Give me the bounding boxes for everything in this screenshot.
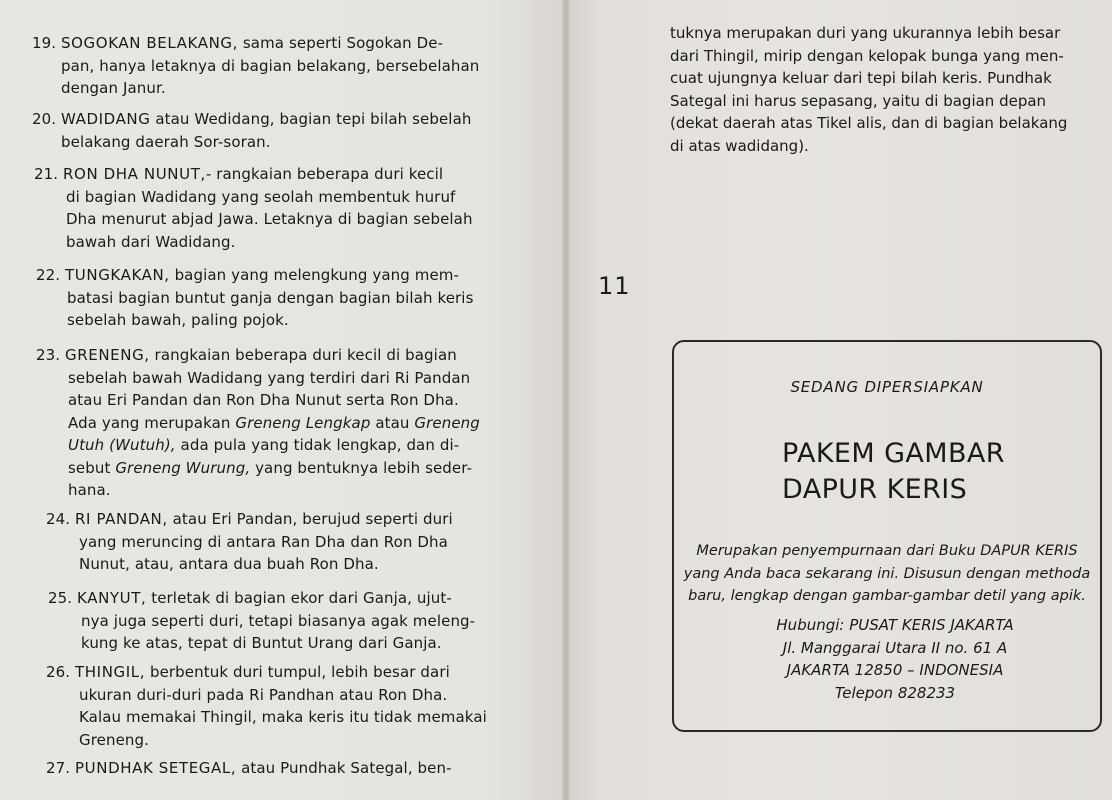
announcement-upcoming: SEDANG DIPERSIAPKAN [790,378,984,396]
entry-number: 26. [46,663,71,681]
description-line: Merupakan penyempurnaan dari Buku DAPUR KERIS [696,543,1078,559]
entry-line: ada pula yang tidak lengkap, dan di- [180,436,460,454]
entry-number: 22. [36,266,61,284]
continuation-paragraph [670,22,1078,157]
continuation-line: tuknya merupakan duri yang ukurannya lebih besar [670,24,1061,42]
entry-number: 19. [32,34,57,52]
entry-line: Greneng. [79,730,150,749]
entry-term: KANYUT, [77,589,147,607]
entry-25 [48,587,475,655]
announcement-box [672,340,1102,732]
entry-line: yang bentuknya lebih seder- [255,458,473,477]
entry-line: - rangkaian beberapa duri kecil [205,165,444,183]
description-line: yang Anda baca sekarang ini. Disusun dengan methoda [683,565,1091,582]
entry-number: 20. [32,110,57,128]
entry-line: ukuran duri-duri pada Ri Pandhan atau Ron Dha. [79,685,448,704]
entry-line: atau Eri Pandan, berujud seperti duri [172,510,453,528]
continuation-line: cuat ujungnya keluar dari tepi bilah keris. Pundhak [670,69,1052,87]
entry-line: bagian yang melengkung yang mem- [174,266,460,284]
announcement-title-line2: DAPUR KERIS [782,474,968,505]
entry-line: nya juga seperti duri, tetapi biasanya agak meleng- [81,611,476,630]
entry-line: Nunut, atau, antara dua buah Ron Dha. [79,555,379,573]
contact-line: Hubungi: PUSAT KERIS JAKARTA [776,616,1014,634]
continuation-line: di atas wadidang). [670,136,809,155]
entry-term: TUNGKAKAN, [65,266,170,284]
entry-term: SOGOKAN BELAKANG, [61,34,238,52]
entry-number: 23. [36,346,61,364]
entry-line: bawah dari Wadidang. [66,232,236,251]
entry-number: 24. [46,510,71,528]
entry-line: rangkaian beberapa duri kecil di bagian [154,346,457,364]
entry-24 [46,508,453,576]
entry-term: GRENENG, [65,346,150,364]
contact-line: Jl. Manggarai Utara II no. 61 A [782,638,1008,657]
entry-line: terletak di bagian ekor dari Ganja, ujut- [151,589,452,607]
entry-number: 21. [34,165,59,183]
entry-line: atau Wedidang, bagian tepi bilah sebelah [155,110,472,128]
entry-20 [32,108,471,153]
contact-line: JAKARTA 12850 – INDONESIA [786,661,1004,679]
entry-line: sebelah bawah, paling pojok. [67,311,289,329]
announcement-contact [682,614,1108,704]
contact-line: Telepon 828233 [834,683,956,702]
description-line: baru, lengkap dengan gambar-gambar detil yang apik. [688,588,1086,604]
entry-term: RON DHA NUNUT, [63,165,206,183]
announcement-description [674,540,1100,608]
entry-line: Dha menurut abjad Jawa. Letaknya di bagian sebelah [66,210,473,228]
book-spine [562,0,570,800]
entry-line: Kalau memakai Thingil, maka keris itu tidak memakai [79,708,487,726]
entry-italic-term: Utuh (Wutuh), [68,436,176,454]
entry-line: kung ke atas, tepat di Buntut Urang dari Ganja. [81,634,442,652]
continuation-line: (dekat daerah atas Tikel alis, dan di bagian belakang [670,114,1068,132]
page-number: 11 [598,272,631,300]
entry-term: WADIDANG [61,110,151,128]
entry-line: Ada yang merupakan [68,413,231,432]
continuation-line: Sategal ini harus sepasang, yaitu di bagian depan [670,91,1047,110]
entry-line: batasi bagian buntut ganja dengan bagian bilah keris [67,288,474,307]
announcement-title-line1: PAKEM GAMBAR [782,438,1005,469]
entry-27 [46,757,452,780]
entry-line: sebut [68,458,111,477]
entry-term: THINGIL, [75,663,146,681]
entry-line: atau Eri Pandan dan Ron Dha Nunut serta Ron Dha. [68,391,459,409]
entry-line: atau Pundhak Sategal, ben- [241,759,452,777]
entry-line: atau [375,413,410,432]
entry-line: yang meruncing di antara Ran Dha dan Ron Dha [79,532,448,551]
entry-line: di bagian Wadidang yang seolah membentuk huruf [66,187,456,206]
entry-term: RI PANDAN, [75,510,168,528]
entry-line: sebelah bawah Wadidang yang terdiri dari Ri Pandan [68,368,471,387]
entry-23 [36,344,480,502]
entry-line: belakang daerah Sor-soran. [61,132,271,151]
entry-21 [34,163,473,253]
continuation-line: dari Thingil, mirip dengan kelopak bunga yang men- [670,46,1064,65]
entry-line: sama seperti Sogokan De- [242,34,444,52]
entry-number: 25. [48,589,73,607]
entry-26 [46,661,487,751]
entry-number: 27. [46,759,71,777]
entry-line: hana. [68,481,111,499]
entry-italic-term: Greneng [414,413,480,432]
entry-line: berbentuk duri tumpul, lebih besar dari [149,663,450,681]
entry-italic-term: Greneng Wurung, [115,458,251,477]
entry-term: PUNDHAK SETEGAL, [75,759,237,777]
entry-22 [36,264,474,332]
entry-19 [32,32,479,100]
entry-line: pan, hanya letaknya di bagian belakang, bersebelahan [61,56,480,75]
entry-italic-term: Greneng Lengkap [235,413,371,432]
entry-line: dengan Janur. [61,79,166,97]
